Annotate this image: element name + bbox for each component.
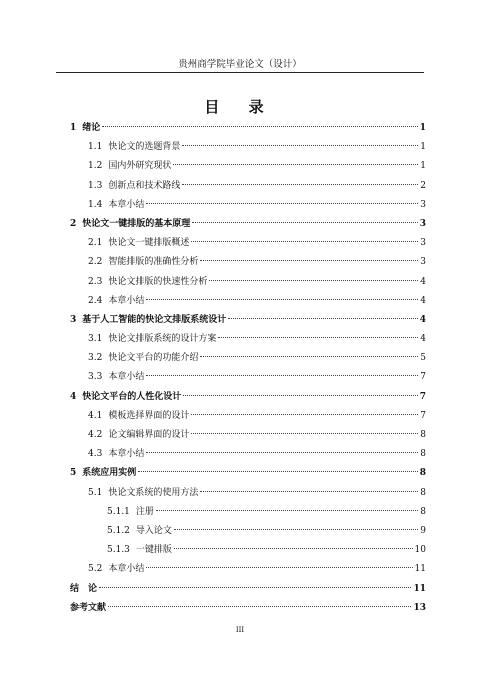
dot-leader	[146, 299, 418, 300]
toc-entry-text: 快论文的选题背景	[108, 142, 181, 153]
toc-entry-number: 5.1	[88, 487, 103, 498]
toc-entry-number: 1.2	[88, 161, 103, 172]
toc-entry[interactable]	[70, 215, 426, 234]
toc-entry-label	[70, 541, 172, 560]
toc-entry[interactable]	[70, 349, 426, 368]
toc-entry-label	[70, 311, 226, 330]
toc-entry-page: 8	[420, 487, 426, 498]
toc-entry-label	[70, 388, 181, 407]
dot-leader	[156, 510, 418, 511]
toc-entry[interactable]	[70, 541, 426, 560]
toc-entry-number: 4.3	[88, 449, 103, 460]
dot-leader	[174, 529, 418, 530]
toc-entry-text: 创新点和技术路线	[108, 180, 181, 191]
running-header	[56, 56, 424, 73]
toc-entry-text: 导入论文	[135, 525, 172, 536]
toc-entry-text: 注册	[135, 506, 154, 517]
dot-leader	[146, 375, 418, 376]
dot-leader	[182, 184, 418, 185]
toc-entry-page: 13	[413, 602, 426, 613]
toc-entry-text: 快论文平台的人性化设计	[82, 391, 182, 402]
toc-entry-label	[70, 599, 106, 618]
toc-entry[interactable]	[70, 292, 426, 311]
toc-entry-text: 智能排版的准确性分析	[108, 257, 199, 268]
toc-entry-text: 一键排版	[135, 545, 172, 556]
page-title: 目 录	[204, 98, 276, 116]
dot-leader	[200, 356, 418, 357]
toc-entry-label	[70, 253, 198, 272]
toc-entry-page: 1	[420, 142, 426, 153]
toc-entry[interactable]	[70, 522, 426, 541]
toc-entry-number: 5	[70, 468, 77, 479]
toc-entry-label	[70, 349, 198, 368]
toc-entry-label	[70, 522, 172, 541]
toc-entry-label	[70, 464, 136, 483]
toc-entry-page: 4	[420, 276, 426, 287]
dot-leader	[192, 222, 417, 223]
toc-entry-label	[70, 215, 190, 234]
toc-entry-number: 3.1	[88, 334, 103, 345]
toc-entry-page: 8	[420, 506, 426, 517]
toc-entry-number: 2.2	[88, 257, 103, 268]
dot-leader	[191, 241, 418, 242]
toc-entry[interactable]	[70, 119, 426, 138]
dot-leader	[200, 260, 418, 261]
toc-entry-text: 论文编辑界面的设计	[108, 430, 190, 440]
toc-entry-page: 4	[419, 314, 426, 325]
toc-entry[interactable]	[70, 407, 426, 426]
toc-entry-number: 2	[70, 218, 77, 229]
toc-entry-page: 8	[420, 430, 426, 440]
toc-entry-text: 快论文平台的功能介绍	[108, 353, 199, 364]
toc-entry[interactable]	[70, 426, 426, 445]
toc-entry-page: 9	[420, 525, 426, 536]
toc-entry[interactable]	[70, 177, 426, 196]
header-text: 贵州商学院毕业论文（设计）	[178, 59, 302, 70]
toc-entry-page: 7	[419, 391, 426, 402]
toc-entry-text: 快论文排版系统的设计方案	[108, 334, 217, 345]
toc-entry-text: 结 论	[70, 583, 98, 594]
toc-entry-label	[70, 407, 189, 426]
toc-entry-number: 1.4	[88, 199, 103, 210]
toc-entry-number: 1.1	[88, 142, 103, 153]
toc-entry-number: 4.2	[88, 430, 103, 440]
toc-entry-page: 10	[414, 545, 426, 556]
dot-leader	[146, 567, 412, 568]
toc-entry[interactable]	[70, 599, 426, 618]
toc-entry-text: 本章小结	[108, 449, 145, 460]
toc-entry[interactable]	[70, 464, 426, 483]
toc-entry-page: 3	[420, 238, 426, 249]
toc-entry-text: 模板选择界面的设计	[108, 410, 190, 421]
toc-entry-label	[70, 503, 154, 522]
toc-entry-number: 5.1.2	[107, 525, 130, 536]
toc-entry-text: 快论文排版的快速性分析	[108, 276, 208, 287]
toc-entry-label	[70, 368, 144, 387]
toc-entry[interactable]	[70, 196, 426, 215]
toc-entry[interactable]	[70, 503, 426, 522]
toc-entry-text: 系统应用实例	[82, 468, 137, 479]
toc-entry[interactable]	[70, 273, 426, 292]
toc-entry-number: 1	[70, 123, 77, 133]
toc-entry-number: 3.2	[88, 353, 103, 364]
toc-entry-text: 基于人工智能的快论文排版系统设计	[82, 314, 227, 325]
toc-entry-number: 2.1	[88, 238, 103, 249]
toc-entry-page: 3	[419, 218, 426, 229]
toc-entry-number: 1.3	[88, 180, 103, 191]
toc-entry-text: 快论文一键排版概述	[108, 238, 190, 249]
toc-entry-page: 4	[420, 334, 426, 345]
page-footer	[0, 626, 480, 634]
toc-entry-label	[70, 560, 144, 579]
toc-entry-text: 国内外研究现状	[108, 161, 172, 172]
dot-leader	[183, 395, 417, 396]
dot-leader	[108, 606, 411, 607]
toc-entry[interactable]	[70, 311, 426, 330]
toc-entry-page: 11	[414, 564, 426, 575]
toc-entry-page: 1	[420, 161, 426, 172]
toc-entry[interactable]	[70, 368, 426, 387]
toc-entry-text: 本章小结	[108, 564, 145, 575]
dot-leader	[228, 318, 417, 319]
toc-entry[interactable]	[70, 330, 426, 349]
toc-entry-number: 4	[70, 391, 77, 402]
toc-entry-page: 8	[420, 449, 426, 460]
toc-entry-label	[70, 138, 180, 157]
toc-entry[interactable]	[70, 388, 426, 407]
page-number: III	[235, 626, 245, 634]
toc-entry-label	[70, 445, 144, 464]
toc-entry-label	[70, 580, 97, 599]
toc-entry-number: 5.1.1	[107, 506, 130, 517]
dot-leader	[182, 145, 418, 146]
toc-entry-number: 4.1	[88, 410, 103, 421]
dot-leader	[191, 414, 418, 415]
toc-entry[interactable]	[70, 234, 426, 253]
toc-entry-number: 3.3	[88, 372, 103, 383]
dot-leader	[173, 164, 418, 165]
toc-entry-text: 绪论	[82, 123, 101, 133]
toc-entry-text: 快论文一键排版的基本原理	[82, 218, 191, 229]
dot-leader	[102, 126, 417, 127]
toc-entry-page: 5	[420, 353, 426, 364]
dot-leader	[174, 548, 413, 549]
toc-entry-page: 3	[420, 199, 426, 210]
toc-entry-label	[70, 484, 198, 503]
toc-entry-page: 1	[419, 123, 426, 133]
toc-entry-label	[70, 157, 171, 176]
dot-leader	[209, 280, 418, 281]
toc-entry[interactable]	[70, 580, 426, 599]
toc-entry-text: 快论文系统的使用方法	[108, 487, 199, 498]
toc-entry[interactable]	[70, 157, 426, 176]
toc-entry-label	[70, 196, 144, 215]
toc-entry-page: 7	[420, 372, 426, 383]
dot-leader	[191, 433, 418, 434]
toc-entry[interactable]	[70, 560, 426, 579]
toc-entry[interactable]	[70, 484, 426, 503]
toc-entry-number: 2.3	[88, 276, 103, 287]
toc-entry[interactable]	[70, 253, 426, 272]
toc-entry-label	[70, 292, 144, 311]
dot-leader	[146, 203, 418, 204]
dot-leader	[218, 337, 418, 338]
toc-entry-page: 8	[419, 468, 426, 479]
toc-entry-page: 4	[420, 295, 426, 306]
toc-entry-text: 本章小结	[108, 295, 145, 306]
toc-entry-page: 11	[413, 583, 426, 594]
toc-entry-label	[70, 119, 100, 138]
toc-entry-text: 本章小结	[108, 199, 145, 210]
toc-entry-number: 3	[70, 314, 77, 325]
toc-entry-number: 5.2	[88, 564, 103, 575]
toc-entry-label	[70, 234, 189, 253]
toc-entry-page: 2	[420, 180, 426, 191]
toc-entry-label	[70, 330, 216, 349]
toc-entry[interactable]	[70, 138, 426, 157]
toc-entry-text: 本章小结	[108, 372, 145, 383]
toc-entry-label	[70, 273, 207, 292]
toc-entry-label	[70, 426, 189, 445]
dot-leader	[200, 491, 418, 492]
toc-entry-page: 7	[420, 410, 426, 421]
toc-entry-page: 3	[420, 257, 426, 268]
toc-entry-number: 5.1.3	[107, 545, 130, 556]
dot-leader	[146, 452, 418, 453]
toc-entry[interactable]	[70, 445, 426, 464]
dot-leader	[99, 587, 411, 588]
table-of-contents	[70, 119, 426, 618]
dot-leader	[138, 471, 417, 472]
toc-entry-number: 2.4	[88, 295, 103, 306]
toc-entry-label	[70, 177, 180, 196]
toc-entry-text: 参考文献	[70, 602, 107, 613]
